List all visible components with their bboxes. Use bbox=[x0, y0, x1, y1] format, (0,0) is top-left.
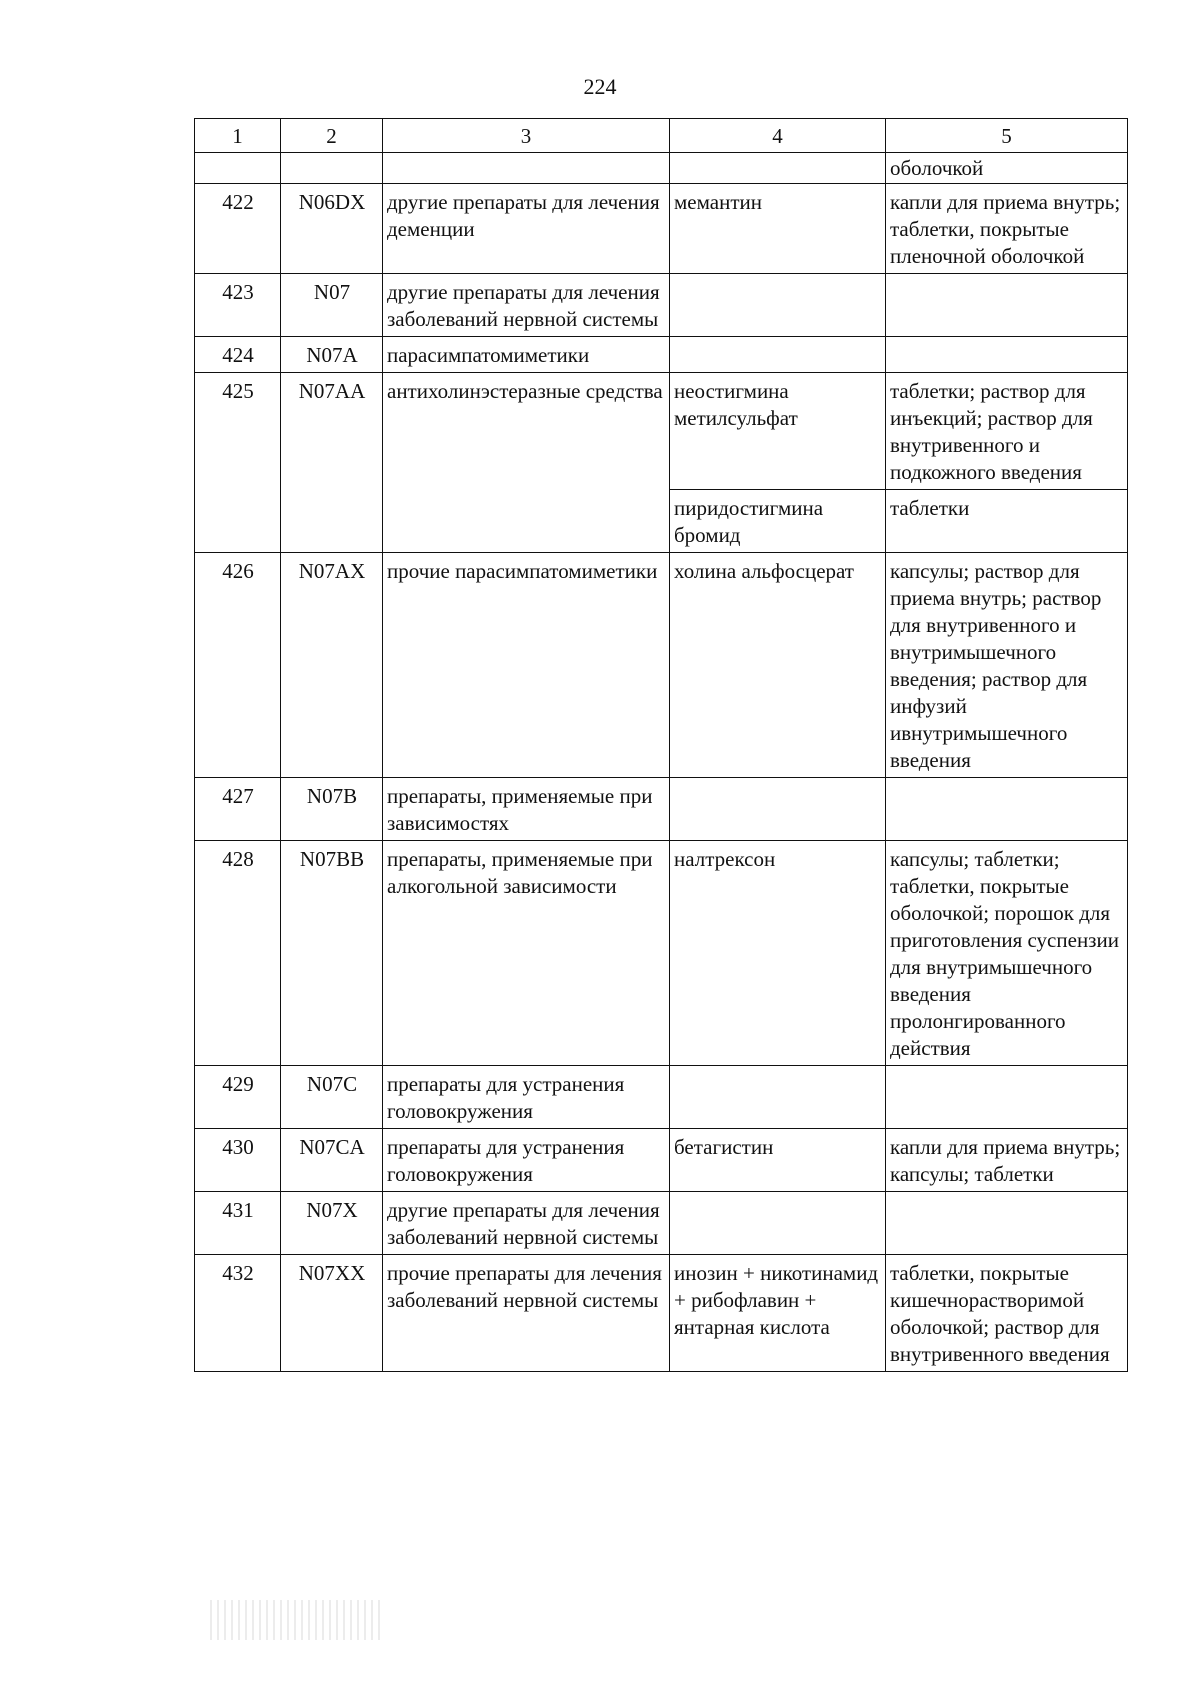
cell-empty bbox=[281, 153, 383, 184]
dosage-form: таблетки; раствор для инъекций; раствор для внутривенного и подкожного введения bbox=[886, 373, 1128, 490]
group-name: другие препараты для лечения заболеваний нервной системы bbox=[383, 1192, 670, 1255]
header-row bbox=[195, 119, 1128, 153]
substance-name: налтрексон bbox=[670, 841, 886, 1066]
group-name: другие препараты для лечения деменции bbox=[383, 184, 670, 274]
group-name: парасимпатомиметики bbox=[383, 337, 670, 373]
table-row bbox=[195, 1192, 1128, 1255]
substance-name: мемантин bbox=[670, 184, 886, 274]
row-number: 425 bbox=[195, 373, 281, 553]
scan-smudge bbox=[210, 1600, 380, 1640]
substance-name bbox=[670, 778, 886, 841]
header-col-4: 4 bbox=[670, 119, 886, 153]
group-name: препараты, применяемые при алкогольной зависимости bbox=[383, 841, 670, 1066]
substance-name: бетагистин bbox=[670, 1129, 886, 1192]
drug-table bbox=[194, 118, 1128, 1372]
atc-code: N07XX bbox=[281, 1255, 383, 1372]
cell-empty bbox=[383, 153, 670, 184]
row-number: 428 bbox=[195, 841, 281, 1066]
table-row bbox=[195, 373, 1128, 490]
substance-name: неостигмина метилсульфат bbox=[670, 373, 886, 490]
group-name: препараты для устранения головокружения bbox=[383, 1129, 670, 1192]
substance-name bbox=[670, 274, 886, 337]
table-row bbox=[195, 778, 1128, 841]
table-row bbox=[195, 553, 1128, 778]
dosage-form: капсулы; раствор для приема внутрь; раствор для внутривенного и внутримышечного введения; раствор для инфузий ивнутримышечного введения bbox=[886, 553, 1128, 778]
substance-name: холина альфосцерат bbox=[670, 553, 886, 778]
atc-code: N07AX bbox=[281, 553, 383, 778]
row-number: 430 bbox=[195, 1129, 281, 1192]
table-row bbox=[195, 1255, 1128, 1372]
group-name: антихолинэстеразные средства bbox=[383, 373, 670, 553]
row-number: 432 bbox=[195, 1255, 281, 1372]
atc-code: N06DX bbox=[281, 184, 383, 274]
dosage-form bbox=[886, 1066, 1128, 1129]
row-number: 431 bbox=[195, 1192, 281, 1255]
header-col-2: 2 bbox=[281, 119, 383, 153]
header-col-5: 5 bbox=[886, 119, 1128, 153]
header-col-3: 3 bbox=[383, 119, 670, 153]
group-name: препараты для устранения головокружения bbox=[383, 1066, 670, 1129]
atc-code: N07X bbox=[281, 1192, 383, 1255]
group-name: другие препараты для лечения заболеваний нервной системы bbox=[383, 274, 670, 337]
atc-code: N07 bbox=[281, 274, 383, 337]
table-row bbox=[195, 1066, 1128, 1129]
dosage-form: таблетки bbox=[886, 490, 1128, 553]
row-number: 429 bbox=[195, 1066, 281, 1129]
atc-code: N07B bbox=[281, 778, 383, 841]
group-name: прочие препараты для лечения заболеваний нервной системы bbox=[383, 1255, 670, 1372]
page-number: 224 bbox=[583, 74, 617, 99]
substance-name: инозин + никотинамид + рибофлавин + янтарная кислота bbox=[670, 1255, 886, 1372]
substance-name: пиридостигмина бромид bbox=[670, 490, 886, 553]
group-name: препараты, применяемые при зависимостях bbox=[383, 778, 670, 841]
table-row bbox=[195, 337, 1128, 373]
dosage-form: капли для приема внутрь; таблетки, покрытые пленочной оболочкой bbox=[886, 184, 1128, 274]
dosage-form: капли для приема внутрь; капсулы; таблетки bbox=[886, 1129, 1128, 1192]
cell-empty bbox=[195, 153, 281, 184]
dosage-form bbox=[886, 778, 1128, 841]
row-number: 426 bbox=[195, 553, 281, 778]
group-name: прочие парасимпатомиметики bbox=[383, 553, 670, 778]
dosage-form bbox=[886, 1192, 1128, 1255]
table-row bbox=[195, 184, 1128, 274]
atc-code: N07A bbox=[281, 337, 383, 373]
row-number: 427 bbox=[195, 778, 281, 841]
continuation-row bbox=[195, 153, 1128, 184]
table-row bbox=[195, 841, 1128, 1066]
atc-code: N07C bbox=[281, 1066, 383, 1129]
table-row bbox=[195, 274, 1128, 337]
substance-name bbox=[670, 1066, 886, 1129]
dosage-form bbox=[886, 274, 1128, 337]
dosage-form bbox=[886, 337, 1128, 373]
row-number: 424 bbox=[195, 337, 281, 373]
dosage-form: капсулы; таблетки; таблетки, покрытые оболочкой; порошок для приготовления суспензии для внутримышечного введения пролонгированного действия bbox=[886, 841, 1128, 1066]
atc-code: N07BB bbox=[281, 841, 383, 1066]
header-col-1: 1 bbox=[195, 119, 281, 153]
continuation-form: оболочкой bbox=[886, 153, 1128, 184]
dosage-form: таблетки, покрытые кишечнорастворимой оболочкой; раствор для внутривенного введения bbox=[886, 1255, 1128, 1372]
atc-code: N07CA bbox=[281, 1129, 383, 1192]
atc-code: N07AA bbox=[281, 373, 383, 553]
row-number: 422 bbox=[195, 184, 281, 274]
cell-empty bbox=[670, 153, 886, 184]
substance-name bbox=[670, 1192, 886, 1255]
substance-name bbox=[670, 337, 886, 373]
table-row bbox=[195, 1129, 1128, 1192]
row-number: 423 bbox=[195, 274, 281, 337]
